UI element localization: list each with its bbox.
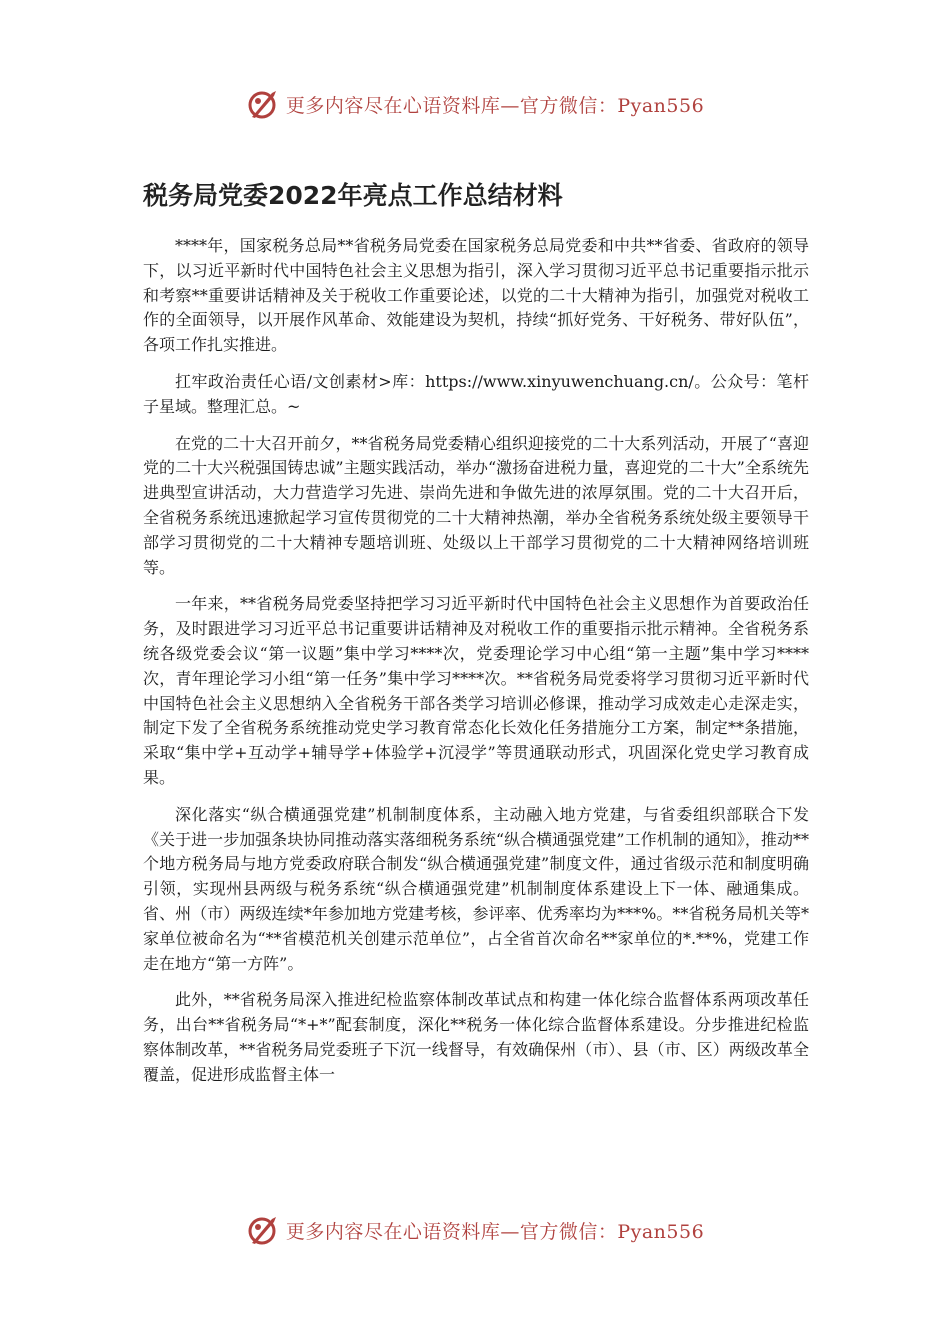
- paragraph: 在党的二十大召开前夕，**省税务局党委精心组织迎接党的二十大系列活动，开展了“喜迎党的二十大兴税强国铸忠诚”主题实践活动，举办“激扬奋进税力量，喜迎党的二十大”全系统先进典型宣讲活动，大力营造学习先进、崇尚先进和争做先进的浓厚氛围。党的二十大召开后，全省税务系统迅速掀起学习宣传贯彻党的二十大精神热潮，举办全省税务系统处级主要领导干部学习贯彻党的二十大精神专题培训班、处级以上干部学习贯彻党的二十大精神网络培训班等。: [143, 433, 809, 577]
- quill-pen-logo-icon: [246, 1213, 280, 1247]
- quill-pen-logo-icon: [246, 87, 280, 121]
- footer-banner: [0, 1210, 950, 1250]
- paragraph: 此外，**省税务局深入推进纪检监察体制改革试点和构建一体化综合监督体系两项改革任务，出台**省税务局“*+*”配套制度，深化**税务一体化综合监督体系建设。分步推进纪检监察体制改革，**省税务局党委班子下沉一线督导，有效确保州（市）、县（市、区）两级改革全覆盖，促进形成监督主体一: [143, 990, 809, 1084]
- paragraph: 深化落实“纵合横通强党建”机制制度体系，主动融入地方党建，与省委组织部联合下发《关于进一步加强条块协同推动落实落细税务系统“纵合横通强党建”工作机制的通知》，推动**个地方税务局与地方党委政府联合制发“纵合横通强党建”制度文件，通过省级示范和制度明确引领，实现州县两级与税务系统“纵合横通强党建”机制制度体系建设上下一体、融通集成。省、州（市）两级连续*年参加地方党建考核，参评率、优秀率均为***%。**省税务局机关等*家单位被命名为“**省模范机关创建示范单位”，占全省首次命名**家单位的*.**%，党建工作走在地方“第一方阵”。: [143, 804, 809, 973]
- header-banner: [0, 84, 950, 124]
- paragraph: 扛牢政治责任心语/文创素材>库：https://www.xinyuwenchuang.cn/。公众号：笔杆子星域。整理汇总。~: [143, 371, 809, 416]
- paragraph: ****年，国家税务总局**省税务局党委在国家税务总局党委和中共**省委、省政府的领导下，以习近平新时代中国特色社会主义思想为指引，深入学习贯彻习近平总书记重要指示批示和考察**重要讲话精神及关于税收工作重要论述，以党的二十大精神为指引，加强党对税收工作的全面领导，以开展作风革命、效能建设为契机，持续“抓好党务、干好税务、带好队伍”，各项工作扎实推进。: [143, 236, 809, 355]
- document-body: [143, 234, 809, 1100]
- banner-text: 更多内容尽在心语资料库—官方微信：Pyan556: [285, 94, 705, 117]
- banner-text: 更多内容尽在心语资料库—官方微信：Pyan556: [285, 1220, 705, 1243]
- document-title: 税务局党委2022年亮点工作总结材料: [143, 181, 563, 210]
- paragraph: 一年来，**省税务局党委坚持把学习习近平新时代中国特色社会主义思想作为首要政治任务，及时跟进学习习近平总书记重要讲话精神及对税收工作的重要指示批示精神。全省税务系统各级党委会议“第一议题”集中学习****次，党委理论学习中心组“第一主题”集中学习****次，青年理论学习小组“第一任务”集中学习****次。**省税务局党委将学习贯彻习近平新时代中国特色社会主义思想纳入全省税务干部各类学习培训必修课，推动学习成效走心走深走实，制定下发了全省税务系统推动党史学习教育常态化长效化任务措施分工方案，制定**条措施，采取“集中学+互动学+辅导学+体验学+沉浸学”等贯通联动形式，巩固深化党史学习教育成果。: [143, 594, 809, 787]
